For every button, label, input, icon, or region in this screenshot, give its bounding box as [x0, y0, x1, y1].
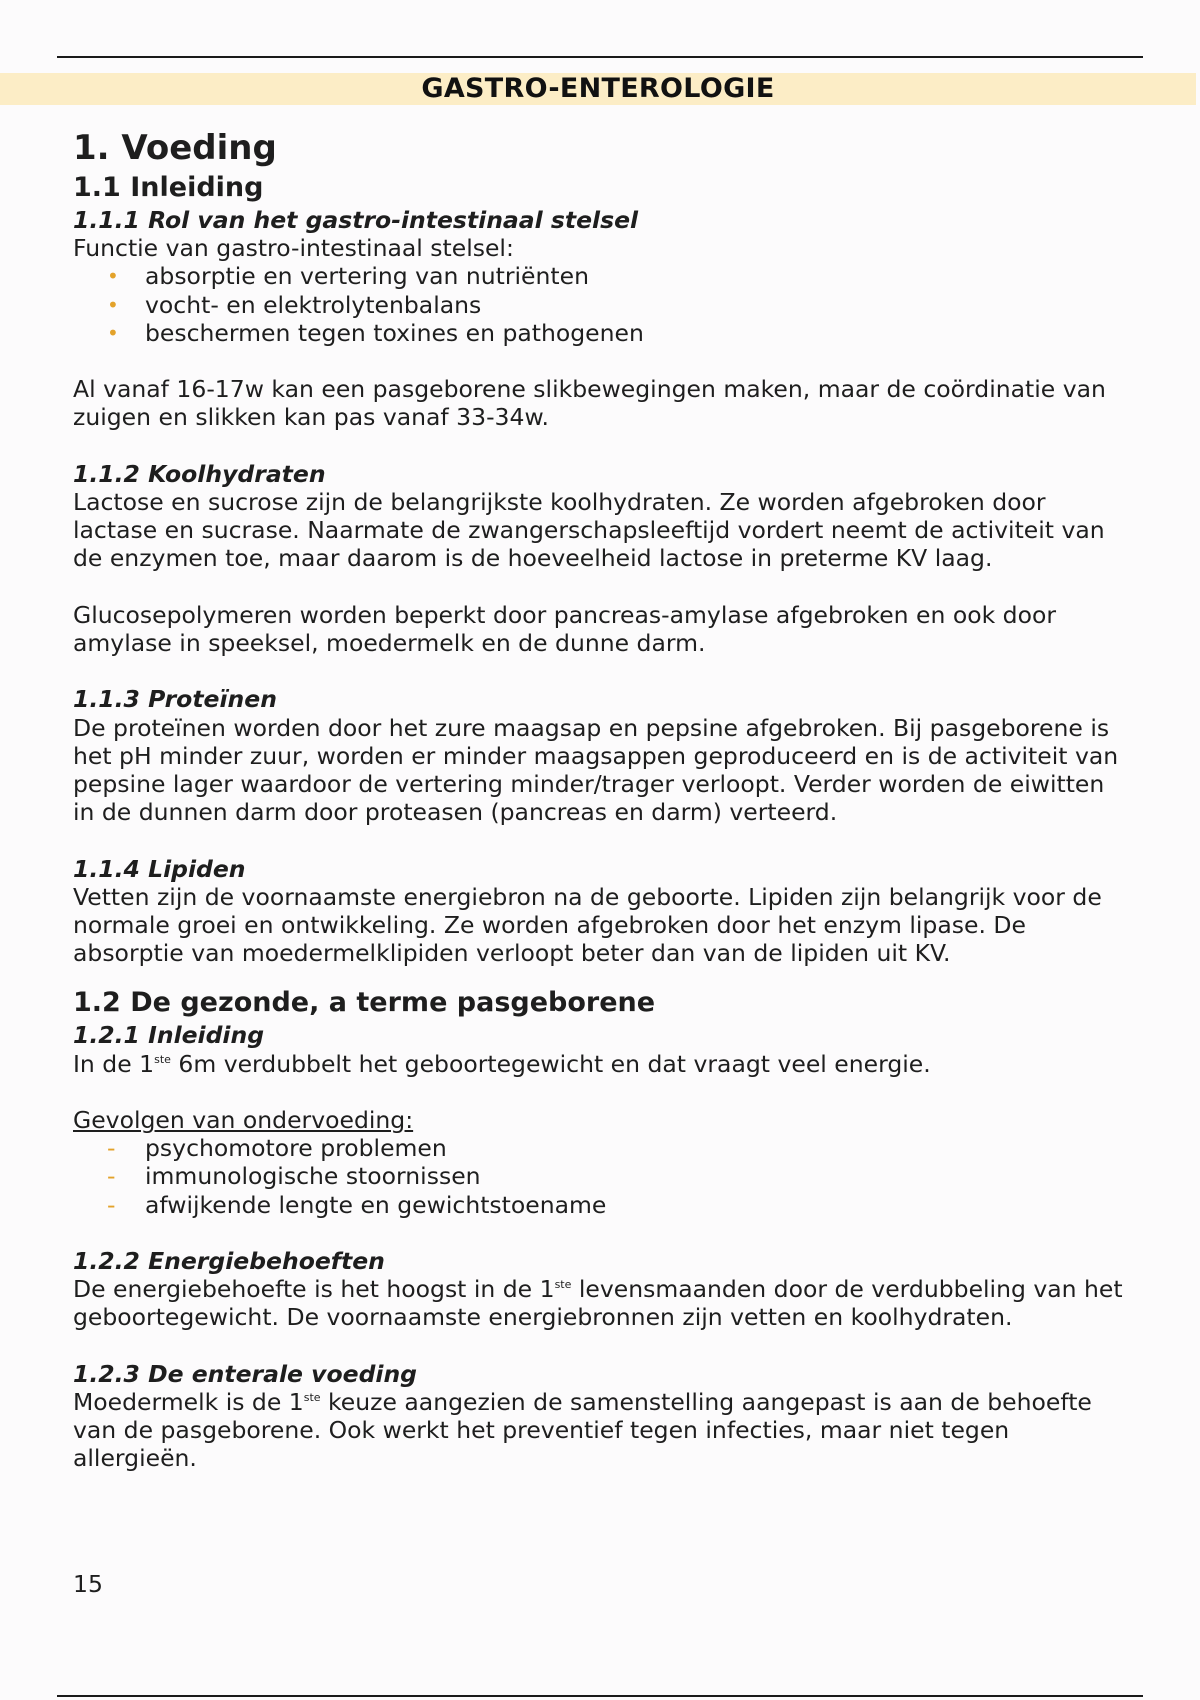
section-1-1-2-title: 1.1.2 Koolhydraten: [73, 459, 326, 488]
chapter-title: 1. Voeding: [73, 128, 277, 168]
section-1-2-2-title: 1.2.2 Energiebehoeften: [73, 1247, 385, 1275]
section-1-2-1-title: 1.2.1 Inleiding: [73, 1021, 265, 1050]
section-1-2-3-paragraph: Moedermelk is de 1ste keuze aangezien de samenstelling aangepast is aan de behoefte van de pasgeborene. Ook werkt het preventief tegen infecties, maar niet tegen allergieën.: [73, 1388, 1092, 1473]
section-1-1-3-paragraph: De proteïnen worden door het zure maagsap en pepsine afgebroken. Bij pasgeborene is het pH minder zuur, worden er minder maagsappen geproduceerd en is de activiteit van pepsine lager waardoor de vertering minder/trager verloopt. Verder worden de eiwitten in de dunnen darm door proteasen (pancreas en darm) verteerd.: [73, 713, 1119, 827]
section-1-1-4-paragraph: Vetten zijn de voornaamste energiebron na de geboorte. Lipiden zijn belangrijk voor de normale groei en ontwikkeling. Ze worden afgebroken door het enzym lipase. De absorptie van moedermelklipiden verloopt beter dan van de lipiden uit KV.: [73, 882, 1102, 968]
dash-icon: -: [107, 1190, 116, 1219]
section-1-1-1-paragraph: Al vanaf 16-17w kan een pasgeborene slikbewegingen maken, maar de coördinatie van zuigen en slikken kan pas vanaf 33-34w.: [73, 375, 1106, 432]
list-item: • beschermen tegen toxines en pathogenen: [107, 318, 644, 347]
list-item: • absorptie en vertering van nutriënten: [107, 262, 589, 291]
dash-icon: -: [107, 1162, 116, 1191]
bullet-icon: •: [107, 320, 119, 345]
running-header: GASTRO-ENTEROLOGIE: [0, 73, 1196, 105]
section-1-1-1-intro: Functie van gastro-intestinaal stelsel:: [73, 234, 514, 263]
consequences-heading: Gevolgen van ondervoeding:: [73, 1106, 414, 1134]
section-1-1-1-title: 1.1.1 Rol van het gastro-intestinaal stelsel: [73, 206, 639, 234]
section-1-2-title: 1.2 De gezonde, a terme pasgeborene: [73, 987, 656, 1019]
function-list: [73, 262, 1133, 347]
section-1-1-title: 1.1 Inleiding: [73, 172, 264, 203]
consequences-list: [73, 1134, 1133, 1219]
list-item: - psychomotore problemen: [107, 1134, 447, 1163]
list-item: - immunologische stoornissen: [107, 1162, 481, 1191]
page-number: 15: [73, 1570, 103, 1598]
section-1-1-2-paragraph-1: Lactose en sucrose zijn de belangrijkste koolhydraten. Ze worden afgebroken door lactase en sucrase. Naarmate de zwangerschapsleeftijd vordert neemt de activiteit van de enzymen toe, maar daarom is de hoeveelheid lactose in preterme KV laag.: [73, 488, 1105, 573]
top-rule: [57, 56, 1143, 58]
bottom-rule: [57, 1695, 1143, 1697]
section-1-1-4-title: 1.1.4 Lipiden: [73, 854, 246, 883]
dash-icon: -: [107, 1134, 116, 1163]
section-1-2-1-paragraph: In de 1ste 6m verdubbelt het geboortegewicht en dat vraagt veel energie.: [73, 1049, 931, 1078]
page-content: [73, 128, 1133, 1473]
bullet-icon: •: [107, 292, 119, 317]
section-1-1-2-paragraph-2: Glucosepolymeren worden beperkt door pancreas-amylase afgebroken en ook door amylase in speeksel, moedermelk en de dunne darm.: [73, 600, 1057, 657]
bullet-icon: •: [107, 264, 119, 289]
section-1-1-3-title: 1.1.3 Proteïnen: [73, 685, 277, 714]
section-1-2-2-paragraph: De energiebehoefte is het hoogst in de 1ste levensmaanden door de verdubbeling van het geboortegewicht. De voornaamste energiebronnen zijn vetten en koolhydraten.: [73, 1275, 1123, 1332]
list-item: • vocht- en elektrolytenbalans: [107, 290, 482, 319]
list-item: - afwijkende lengte en gewichtstoename: [107, 1190, 607, 1219]
section-1-2-3-title: 1.2.3 De enterale voeding: [73, 1359, 418, 1388]
